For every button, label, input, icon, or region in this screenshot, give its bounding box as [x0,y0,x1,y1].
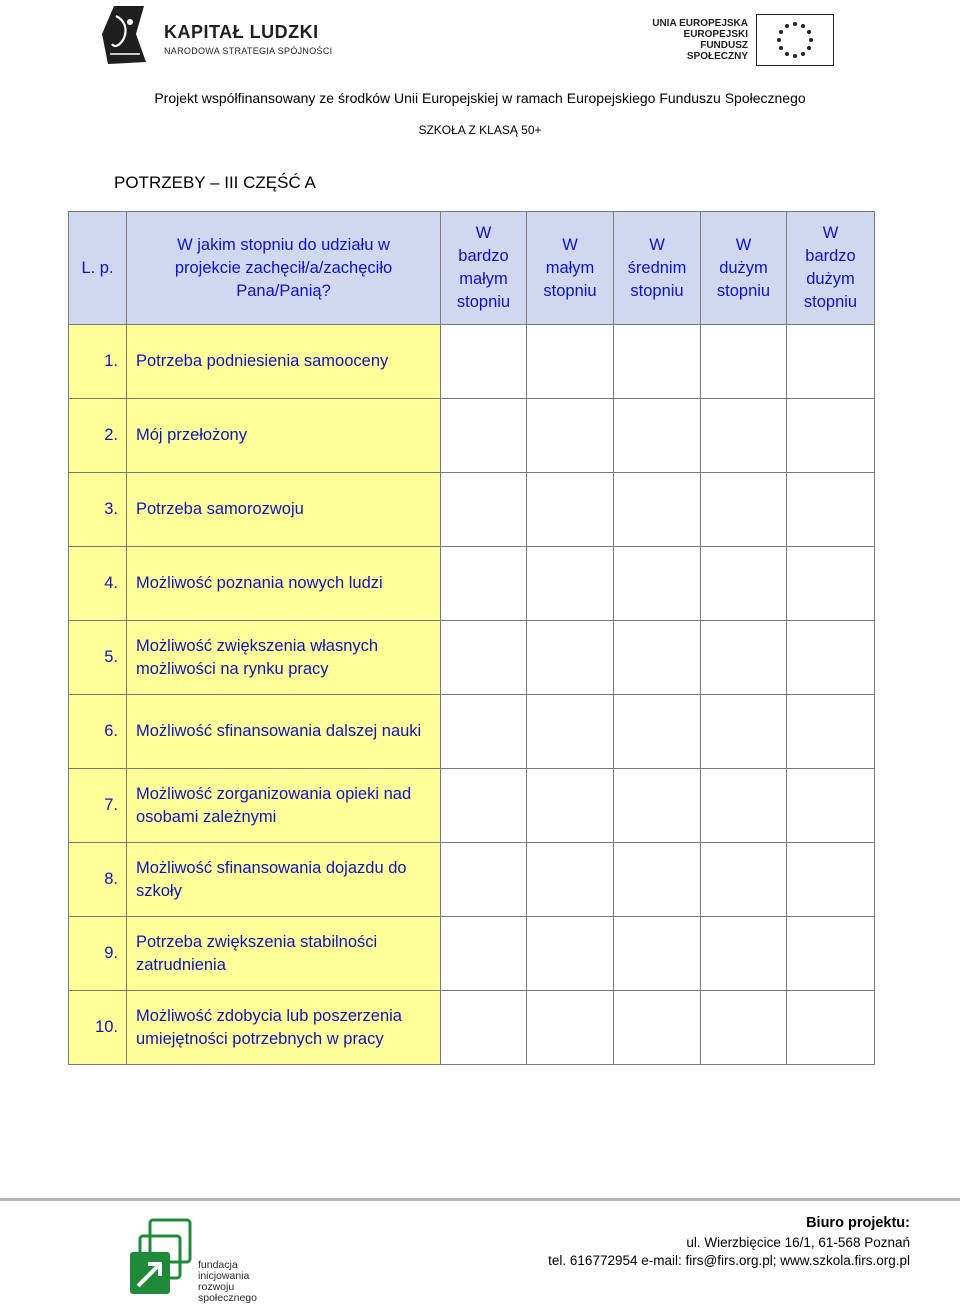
answer-cell[interactable] [441,547,527,621]
header-option-large [701,212,787,325]
answer-cell[interactable] [614,769,701,843]
row-label: Możliwość zwiększenia własnych możliwości na rynku pracy [127,621,441,695]
answer-cell[interactable] [527,695,614,769]
fundacja-line: rozwoju społecznego [198,1281,257,1304]
table-row [69,695,875,769]
eu-logo-line: EUROPEJSKI [683,29,748,40]
table-row [69,473,875,547]
row-number: 5. [69,621,127,695]
row-label: Mój przełożony [127,399,441,473]
fundacja-logo [128,1218,288,1304]
header-word: stopniu [630,281,684,300]
answer-cell[interactable] [614,695,701,769]
table-row [69,843,875,917]
header-option-medium [614,212,701,325]
answer-cell[interactable] [614,917,701,991]
row-number: 7. [69,769,127,843]
fundacja-line: fundacja inicjowania [198,1259,250,1282]
answer-cell[interactable] [787,399,875,473]
header-word: małym [459,270,508,288]
header-word: małym [545,258,595,277]
table-row [69,621,875,695]
answer-cell[interactable] [441,843,527,917]
row-number: 1. [69,325,127,399]
office-title: Biuro projektu: [806,1215,910,1231]
header-word: dużym [806,270,855,288]
kapital-ludzki-subtitle: NARODOWA STRATEGIA SPÓJNOŚCI [164,46,333,56]
header-word: stopniu [456,293,511,311]
row-label: Możliwość zorganizowania opieki nad osobami zależnymi [127,769,441,843]
answer-cell[interactable] [527,325,614,399]
header-word: stopniu [803,293,858,311]
answer-cell[interactable] [614,621,701,695]
table-row [69,547,875,621]
answer-cell[interactable] [701,695,787,769]
header-lp: L. p. [69,212,127,325]
answer-cell[interactable] [614,473,701,547]
header-word: W [649,235,665,254]
answer-cell[interactable] [527,547,614,621]
answer-cell[interactable] [527,917,614,991]
answer-cell[interactable] [701,473,787,547]
answer-cell[interactable] [701,399,787,473]
answer-cell[interactable] [441,769,527,843]
row-number: 6. [69,695,127,769]
row-label: Możliwość zdobycia lub poszerzenia umiejętności potrzebnych w pracy [127,991,441,1065]
table-row [69,399,875,473]
row-label: Potrzeba zwiększenia stabilności zatrudnienia [127,917,441,991]
answer-cell[interactable] [527,843,614,917]
row-label: Możliwość sfinansowania dojazdu do szkoły [127,843,441,917]
answer-cell[interactable] [441,473,527,547]
answer-cell[interactable] [787,473,875,547]
kapital-ludzki-title: KAPITAŁ LUDZKI [164,22,319,42]
answer-cell[interactable] [701,917,787,991]
row-number: 9. [69,917,127,991]
answer-cell[interactable] [787,769,875,843]
header-word: W [475,224,492,242]
table-row [69,769,875,843]
answer-cell[interactable] [527,769,614,843]
answer-cell[interactable] [787,991,875,1065]
answer-cell[interactable] [614,547,701,621]
answer-cell[interactable] [787,325,875,399]
answer-cell[interactable] [527,473,614,547]
answer-cell[interactable] [787,917,875,991]
header-word: W [735,235,752,254]
project-office [548,1215,910,1270]
header-option-very-small [441,212,527,325]
header-word: stopniu [543,281,597,300]
row-number: 2. [69,399,127,473]
fundacja-logo-text [198,1260,288,1304]
answer-cell[interactable] [701,843,787,917]
row-number: 4. [69,547,127,621]
header-word: bardzo [805,247,856,265]
eu-logo-line: UNIA EUROPEJSKA [652,18,748,29]
header-word: średnim [627,258,687,277]
row-label: Możliwość sfinansowania dalszej nauki [127,695,441,769]
answer-cell[interactable] [527,399,614,473]
row-number: 8. [69,843,127,917]
eu-logo-text [640,18,748,62]
header-word: W [562,235,578,254]
answer-cell[interactable] [787,843,875,917]
page-title: POTRZEBY – III CZĘŚĆ A [114,173,316,192]
answer-cell[interactable] [787,621,875,695]
kapital-ludzki-logo [100,4,340,70]
row-label: Potrzeba samorozwoju [127,473,441,547]
kapital-ludzki-emblem-icon [100,4,152,66]
answer-cell[interactable] [441,399,527,473]
header-question: W jakim stopniu do udziału w projekcie zachęcił/a/zachęciło Pana/Panią? [127,212,441,325]
header-option-very-large [787,212,875,325]
answer-cell[interactable] [701,769,787,843]
header-option-small [527,212,614,325]
header-word: bardzo [458,247,509,265]
header-word: W [822,224,839,242]
table-row [69,917,875,991]
answer-cell[interactable] [614,991,701,1065]
survey-table [68,211,875,1065]
answer-cell[interactable] [701,547,787,621]
row-number: 10. [69,991,127,1065]
header-word: dużym [719,258,768,277]
row-label: Potrzeba podniesienia samooceny [127,325,441,399]
project-name: SZKOŁA Z KLASĄ 50+ [418,123,542,137]
office-address: ul. Wierzbięcice 16/1, 61-568 Poznań [686,1235,910,1250]
answer-cell[interactable] [527,991,614,1065]
eu-logo [640,14,840,66]
table-row [69,991,875,1065]
answer-cell[interactable] [441,325,527,399]
fundacja-arrow-icon [128,1218,194,1296]
project-cofinancing-line: Projekt współfinansowany ze środków Unii Europejskiej w ramach Europejskiego Funduszu Społecznego [154,90,806,106]
answer-cell[interactable] [701,991,787,1065]
answer-cell[interactable] [527,621,614,695]
answer-cell[interactable] [614,399,701,473]
answer-cell[interactable] [701,621,787,695]
answer-cell[interactable] [441,695,527,769]
answer-cell[interactable] [441,917,527,991]
eu-flag-icon [756,14,834,66]
answer-cell[interactable] [614,325,701,399]
answer-cell[interactable] [614,843,701,917]
eu-logo-line: FUNDUSZ SPOŁECZNY [686,40,748,62]
answer-cell[interactable] [441,621,527,695]
answer-cell[interactable] [701,325,787,399]
row-number: 3. [69,473,127,547]
header-word: stopniu [716,281,771,300]
office-contact: tel. 616772954 e-mail: firs@firs.org.pl; www.szkola.firs.org.pl [548,1253,910,1268]
answer-cell[interactable] [787,695,875,769]
answer-cell[interactable] [441,991,527,1065]
table-row [69,325,875,399]
answer-cell[interactable] [787,547,875,621]
footer-divider [0,1198,960,1201]
table-header-row [69,212,875,325]
row-label: Możliwość poznania nowych ludzi [127,547,441,621]
